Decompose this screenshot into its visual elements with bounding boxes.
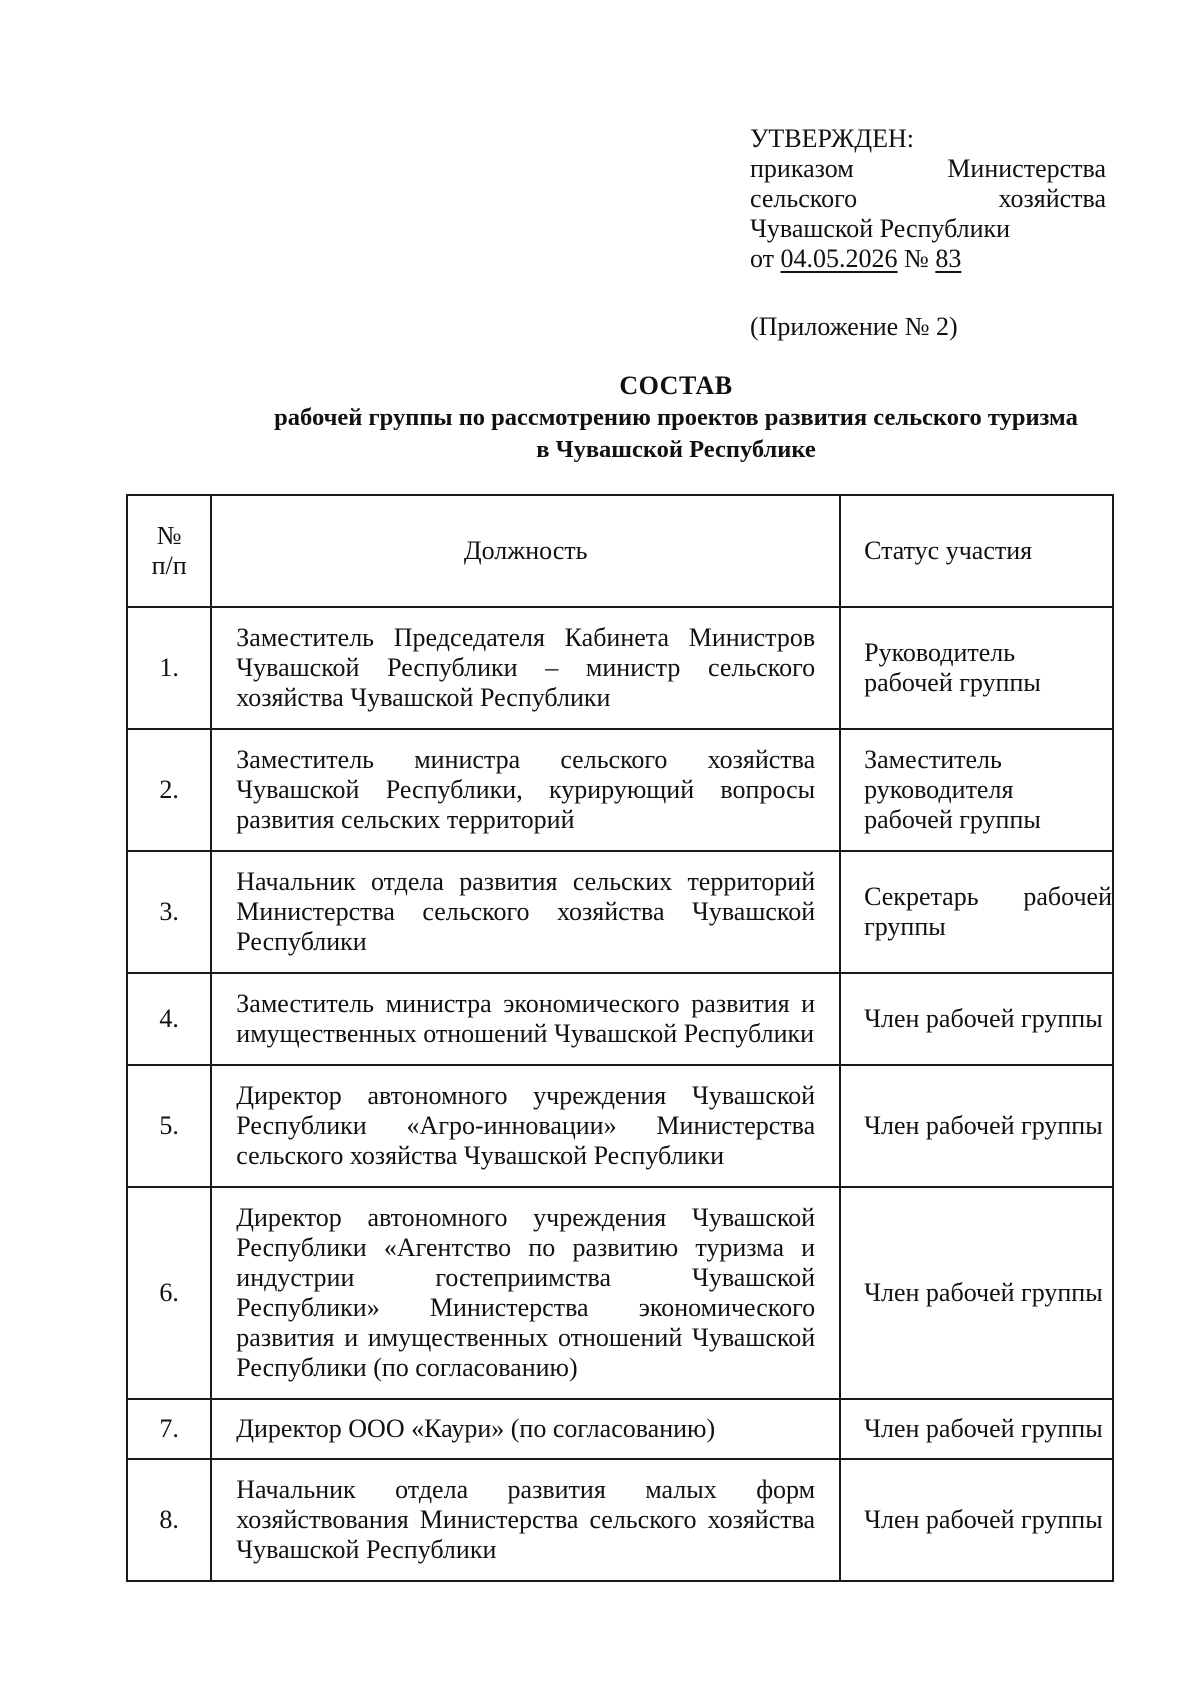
position-line: имущественных отношений Чувашской Республики — [236, 1019, 815, 1048]
title-sub-1: рабочей группы по рассмотрению проектов развития сельского туризма — [274, 404, 1078, 431]
title-sub-2: в Чувашской Республике — [536, 436, 816, 463]
header-position: Должность — [211, 495, 840, 607]
approval-date-line — [750, 244, 1106, 274]
approval-line-2 — [750, 184, 1106, 214]
status-line: Член рабочей группы — [864, 1414, 1103, 1443]
number-prefix: № — [904, 244, 929, 273]
row-number: 1. — [127, 607, 211, 729]
row-status — [840, 729, 1113, 851]
table-row — [127, 729, 1113, 851]
row-position — [211, 729, 840, 851]
row-number: 7. — [127, 1399, 211, 1459]
row-status — [840, 1399, 1113, 1459]
status-line: Заместитель — [864, 745, 1002, 774]
row-position — [211, 973, 840, 1065]
header-num-line-1: № — [156, 521, 182, 550]
table-row — [127, 607, 1113, 729]
position-line: сельского хозяйства Чувашской Республики — [236, 1141, 724, 1170]
approval-line-2-right: хозяйства — [998, 184, 1106, 213]
position-line: Директор ООО «Каури» (по согласованию) — [236, 1414, 716, 1443]
position-line: Директор автономного учреждения Чувашской — [236, 1081, 816, 1110]
table-row — [127, 973, 1113, 1065]
status-line: группы — [864, 912, 946, 941]
row-number: 5. — [127, 1065, 211, 1187]
approval-line-1 — [750, 154, 1106, 184]
status-line: Член рабочей группы — [864, 1505, 1103, 1534]
position-line: Республики «Агентство по развитию туризма и — [236, 1233, 816, 1262]
position-line: Заместитель министра сельского хозяйства — [236, 745, 816, 774]
position-line: Чувашской Республики – министр сельского — [236, 653, 816, 682]
row-status — [840, 973, 1113, 1065]
status-line: рабочей группы — [864, 805, 1041, 834]
members-table — [126, 494, 1114, 1582]
position-line: Начальник отдела развития малых форм — [236, 1475, 816, 1504]
position-line: Начальник отдела развития сельских территорий — [236, 867, 816, 896]
row-number: 8. — [127, 1459, 211, 1581]
row-position — [211, 1399, 840, 1459]
row-status — [840, 1187, 1113, 1399]
row-position — [211, 1187, 840, 1399]
date-prefix: от — [750, 244, 775, 273]
status-line: Секретарь рабочей — [864, 882, 1112, 911]
approval-line-1-right: Министерства — [947, 154, 1106, 183]
position-line: индустрии гостеприимства Чувашской — [236, 1263, 816, 1292]
title-main: СОСТАВ — [619, 371, 733, 400]
position-line: Республики «Агро-инновации» Министерства — [236, 1111, 816, 1140]
row-number: 2. — [127, 729, 211, 851]
row-number: 4. — [127, 973, 211, 1065]
row-position — [211, 851, 840, 973]
approval-date: 04.05.2026 — [780, 244, 898, 273]
position-line: Чувашской Республики, курирующий вопросы — [236, 775, 816, 804]
row-status — [840, 1065, 1113, 1187]
approval-heading: УТВЕРЖДЕН: — [750, 124, 914, 153]
row-position — [211, 607, 840, 729]
position-line: хозяйства Чувашской Республики — [236, 683, 611, 712]
header-num — [127, 495, 211, 607]
row-number: 3. — [127, 851, 211, 973]
position-line: развития сельских территорий — [236, 805, 575, 834]
approval-line-2-left: сельского — [750, 184, 858, 213]
table-header-row — [127, 495, 1113, 607]
position-line: Заместитель министра экономического развития и — [236, 989, 816, 1018]
position-line: Министерства сельского хозяйства Чувашской — [236, 897, 816, 926]
position-line: Республики (по согласованию) — [236, 1353, 578, 1382]
status-line: Член рабочей группы — [864, 1278, 1103, 1307]
table-row — [127, 1065, 1113, 1187]
header-status: Статус участия — [840, 495, 1113, 607]
header-num-line-2: п/п — [151, 551, 187, 580]
annex-label: (Приложение № 2) — [750, 312, 958, 341]
status-line: рабочей группы — [864, 668, 1041, 697]
row-number: 6. — [127, 1187, 211, 1399]
position-line: развития и имущественных отношений Чувашской — [236, 1323, 816, 1352]
row-position — [211, 1459, 840, 1581]
status-line: руководителя — [864, 775, 1014, 804]
row-status — [840, 851, 1113, 973]
position-line: хозяйствования Министерства сельского хозяйства — [236, 1505, 816, 1534]
position-line: Директор автономного учреждения Чувашской — [236, 1203, 816, 1232]
table-row — [127, 1399, 1113, 1459]
approval-number: 83 — [935, 244, 962, 273]
approval-line-1-left: приказом — [750, 154, 854, 183]
status-line: Член рабочей группы — [864, 1111, 1103, 1140]
position-line: Республики» Министерства экономического — [236, 1293, 816, 1322]
approval-line-3: Чувашской Республики — [750, 214, 1011, 243]
position-line: Республики — [236, 927, 367, 956]
row-status — [840, 1459, 1113, 1581]
table-row — [127, 1187, 1113, 1399]
document-title — [126, 370, 1200, 466]
status-line: Руководитель — [864, 638, 1016, 667]
row-status — [840, 607, 1113, 729]
row-position — [211, 1065, 840, 1187]
table-row — [127, 851, 1113, 973]
position-line: Чувашской Республики — [236, 1535, 497, 1564]
position-line: Заместитель Председателя Кабинета Министров — [236, 623, 816, 652]
approval-block — [750, 124, 1106, 274]
status-line: Член рабочей группы — [864, 1004, 1103, 1033]
table-row — [127, 1459, 1113, 1581]
